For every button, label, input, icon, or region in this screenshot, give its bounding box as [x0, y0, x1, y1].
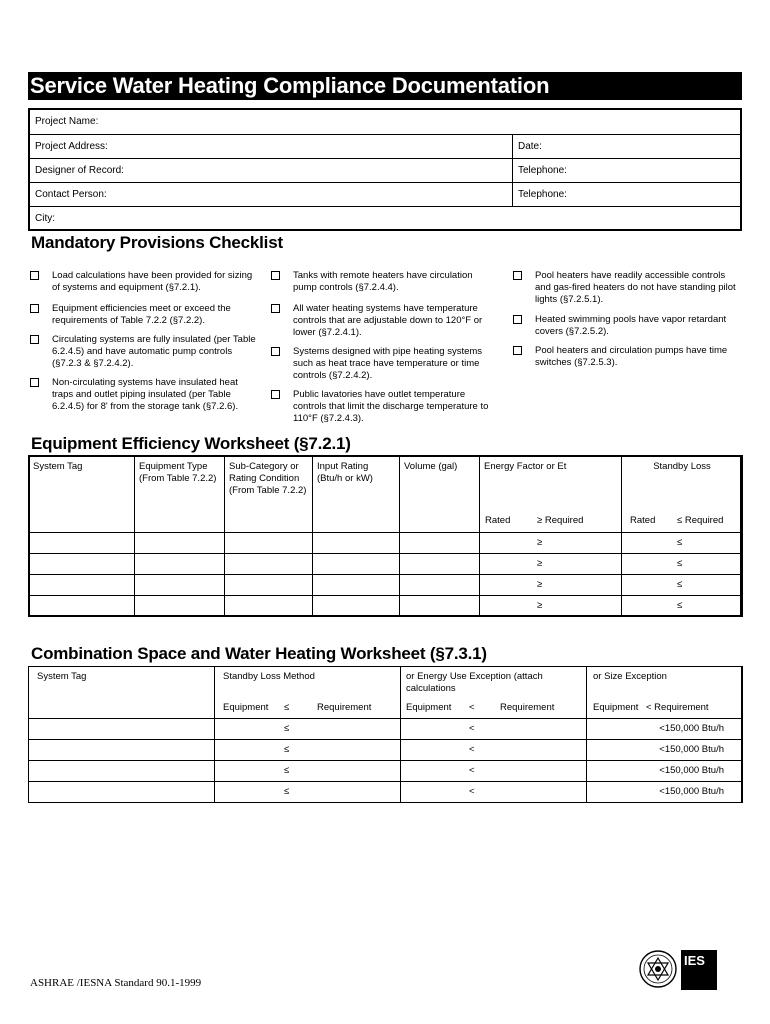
le-required-label: ≤ Required — [677, 514, 724, 526]
size-value: <150,000 Btu/h — [659, 744, 724, 755]
header-energy-use: or Energy Use Exception (attach calculations — [401, 667, 587, 697]
requirement-label-1: Requirement — [317, 701, 372, 713]
telephone-field-2[interactable] — [512, 183, 567, 207]
city-label: City: — [35, 213, 55, 224]
checklist-text: All water heating systems have temperature controls that are adjustable down to 120°F or lower (§7.2.4.1). — [293, 303, 483, 338]
header-input-rating: Input Rating (Btu/h or kW) — [313, 456, 400, 510]
ge-symbol: ≥ — [537, 600, 543, 611]
checklist-text: Circulating systems are fully insulated (per Table 6.2.4.5) and have automatic pump controls (§7.2.3 & §7.2.4.2). — [52, 334, 256, 369]
checklist-text: Public lavatories have outlet temperature controls that limit the discharge temperature to 110°F (§7.2.4.3). — [293, 389, 489, 424]
header-system-tag: System Tag — [29, 456, 135, 510]
table-row[interactable] — [29, 719, 743, 740]
lt-requirement-label: < Requirement — [646, 701, 709, 713]
city-row[interactable] — [30, 206, 740, 231]
combination-heading: Combination Space and Water Heating Worksheet (§7.3.1) — [31, 644, 487, 663]
table-row[interactable] — [29, 554, 743, 575]
size-value: <150,000 Btu/h — [659, 723, 724, 734]
size-value: <150,000 Btu/h — [659, 786, 724, 797]
checkbox[interactable] — [513, 346, 522, 355]
checkbox[interactable] — [30, 335, 39, 344]
telephone-label-2: Telephone: — [518, 189, 567, 200]
header-volume: Volume (gal) — [400, 456, 480, 510]
checkbox[interactable] — [271, 390, 280, 399]
equipment-label-3: Equipment — [593, 701, 639, 713]
page-title: Service Water Heating Compliance Documentation — [28, 72, 742, 100]
checkbox[interactable] — [30, 378, 39, 387]
le-symbol: ≤ — [284, 765, 290, 776]
telephone-field-1[interactable] — [512, 159, 567, 183]
le-symbol: ≤ — [284, 723, 290, 734]
designer-row[interactable] — [30, 158, 740, 183]
lt-symbol: < — [469, 786, 475, 797]
lt-symbol: < — [469, 723, 475, 734]
equipment-table — [28, 455, 743, 617]
requirement-label-2: Requirement — [500, 701, 555, 713]
footer-standard: ASHRAE /IESNA Standard 90.1-1999 — [30, 977, 202, 989]
table-row[interactable] — [29, 596, 743, 617]
le-symbol: ≤ — [284, 786, 290, 797]
header-energy-factor: Energy Factor or Et — [480, 456, 622, 510]
table-row[interactable] — [29, 761, 743, 782]
le-label: ≤ — [284, 701, 290, 713]
equipment-label-2: Equipment — [406, 701, 452, 713]
ge-required-label: ≥ Required — [537, 514, 584, 526]
project-address-label: Project Address: — [35, 141, 108, 152]
le-symbol: ≤ — [677, 558, 683, 569]
project-name-label: Project Name: — [35, 116, 99, 127]
lt-symbol: < — [469, 744, 475, 755]
checklist-text: Pool heaters and circulation pumps have time switches (§7.2.5.3). — [535, 345, 728, 368]
logo-text: IES — [684, 953, 705, 968]
table-row[interactable] — [29, 782, 743, 803]
header-subcategory: Sub-Category or Rating Condition (From Table 7.2.2) — [225, 456, 313, 510]
table-row[interactable] — [29, 740, 743, 761]
equipment-heading: Equipment Efficiency Worksheet (§7.2.1) — [31, 434, 351, 453]
checklist-text: Systems designed with pipe heating systems such as heat trace have temperature or time controls (§7.2.4.2). — [293, 346, 483, 381]
rated-label: Rated — [485, 514, 511, 526]
lt-symbol: < — [469, 765, 475, 776]
checklist-text: Heated swimming pools have vapor retardant covers (§7.2.5.2). — [535, 314, 727, 337]
mandatory-heading: Mandatory Provisions Checklist — [31, 233, 283, 252]
combination-table — [28, 666, 743, 803]
checkbox[interactable] — [513, 271, 522, 280]
contact-row[interactable] — [30, 182, 740, 207]
project-info-box — [28, 108, 742, 231]
project-address-row[interactable] — [30, 134, 740, 159]
energy-factor-subheader — [480, 510, 622, 533]
ies-logo — [637, 950, 717, 992]
size-subheader — [587, 697, 743, 719]
checklist-text: Pool heaters have readily accessible controls and gas-fired heaters do not have standing pilot lights (§7.2.5.1). — [535, 270, 736, 305]
lt-label: < — [469, 701, 475, 713]
le-symbol: ≤ — [284, 744, 290, 755]
checklist-text: Non-circulating systems have insulated heat traps and outlet piping insulated (per Table 6.2.4.5) for 8' from the storage tank (§7.2.6). — [52, 377, 239, 412]
standby-subheader — [215, 697, 401, 719]
table-row[interactable] — [29, 533, 743, 554]
checklist-text: Equipment efficiencies meet or exceed the requirements of Table 7.2.2 (§7.2.2). — [52, 303, 231, 326]
designer-label: Designer of Record: — [35, 165, 124, 176]
checkbox[interactable] — [271, 271, 280, 280]
le-symbol: ≤ — [677, 579, 683, 590]
standby-loss-subheader — [622, 510, 743, 533]
le-symbol: ≤ — [677, 600, 683, 611]
checkbox[interactable] — [271, 304, 280, 313]
le-symbol: ≤ — [677, 537, 683, 548]
checkbox[interactable] — [271, 347, 280, 356]
header-standby-method: Standby Loss Method — [215, 667, 401, 697]
checkbox[interactable] — [513, 315, 522, 324]
checkbox[interactable] — [30, 304, 39, 313]
date-label: Date: — [518, 141, 542, 152]
checkbox[interactable] — [30, 271, 39, 280]
header-equipment-type: Equipment Type (From Table 7.2.2) — [135, 456, 225, 510]
header-size-exception: or Size Exception — [587, 667, 743, 697]
contact-label: Contact Person: — [35, 189, 107, 200]
ashrae-ies-logo-icon — [637, 950, 717, 992]
ge-symbol: ≥ — [537, 558, 543, 569]
telephone-label-1: Telephone: — [518, 165, 567, 176]
size-value: <150,000 Btu/h — [659, 765, 724, 776]
checklist-text: Load calculations have been provided for sizing of systems and equipment (§7.2.1). — [52, 270, 253, 293]
project-name-row[interactable] — [30, 110, 740, 134]
energy-use-subheader — [401, 697, 587, 719]
equipment-label-1: Equipment — [223, 701, 269, 713]
table-row[interactable] — [29, 575, 743, 596]
checklist-text: Tanks with remote heaters have circulation pump controls (§7.2.4.4). — [293, 270, 473, 293]
header-standby-loss: Standby Loss — [622, 456, 743, 510]
header-system-tag: System Tag — [29, 667, 215, 697]
ge-symbol: ≥ — [537, 537, 543, 548]
rated-label-2: Rated — [630, 514, 656, 526]
date-field[interactable] — [512, 135, 542, 159]
ge-symbol: ≥ — [537, 579, 543, 590]
